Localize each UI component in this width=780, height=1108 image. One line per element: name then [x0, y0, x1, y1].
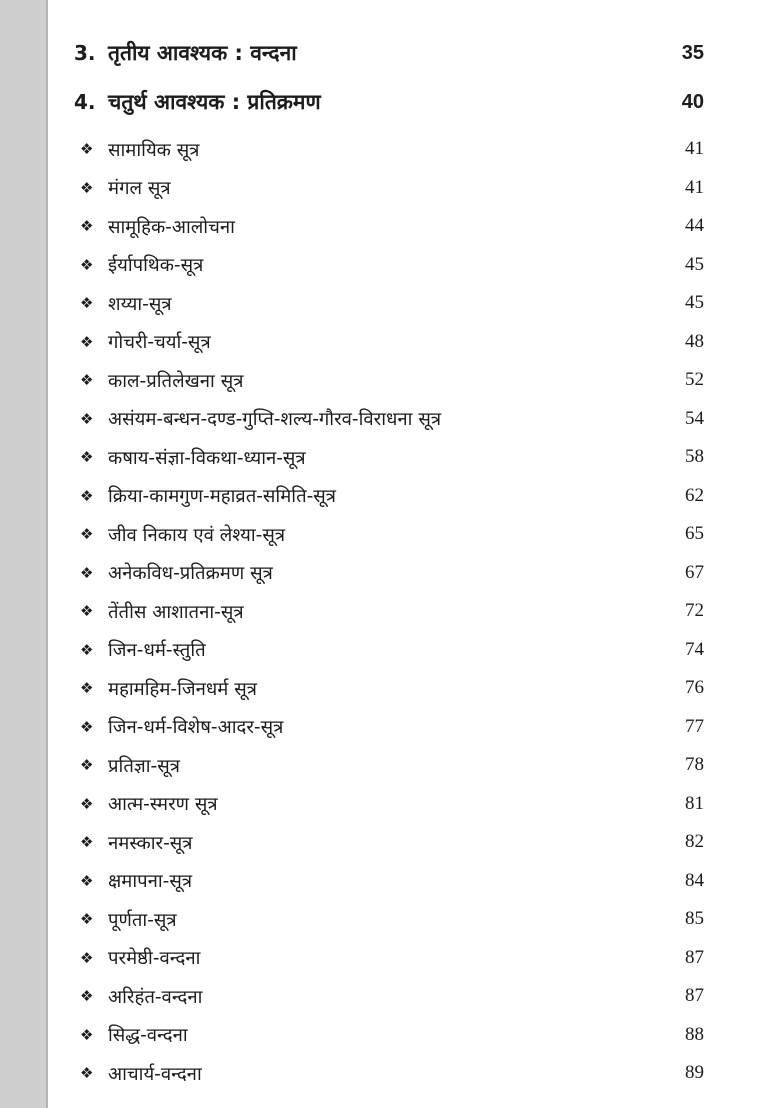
page-binding-edge	[0, 0, 46, 1108]
diamond-bullet-icon: ❖	[80, 371, 94, 390]
entry-page-number: 54	[685, 407, 704, 429]
diamond-bullet-icon: ❖	[80, 833, 94, 852]
entry-page-number: 77	[685, 715, 704, 737]
entry-title: प्रतिज्ञा-सूत्र	[108, 755, 180, 777]
toc-entry	[74, 284, 704, 323]
entry-page-number: 88	[685, 1023, 704, 1045]
entry-page-number: 87	[685, 946, 704, 968]
diamond-bullet-icon: ❖	[80, 987, 94, 1006]
chapter-page-number: 40	[681, 90, 704, 113]
entry-page-number: 85	[685, 908, 704, 930]
entry-title: सामायिक सूत्र	[108, 139, 200, 161]
entry-title: क्रिया-कामगुण-महाव्रत-समिति-सूत्र	[108, 486, 337, 508]
diamond-bullet-icon: ❖	[80, 409, 94, 428]
toc-entry	[74, 207, 704, 246]
toc-entry	[74, 746, 704, 785]
toc-entry	[74, 515, 704, 554]
diamond-bullet-icon: ❖	[80, 679, 94, 698]
entry-title: जिन-धर्म-विशेष-आदर-सूत्र	[108, 717, 284, 739]
page-binding-line	[46, 0, 48, 1108]
entry-title: पूर्णता-सूत्र	[108, 909, 177, 931]
toc-entry	[74, 169, 704, 208]
diamond-bullet-icon: ❖	[80, 1064, 94, 1083]
toc-entry	[74, 708, 704, 747]
entry-title: नमस्कार-सूत्र	[108, 832, 193, 854]
entry-page-number: 45	[685, 292, 704, 314]
entry-title: परमेष्ठी-वन्दना	[108, 948, 201, 970]
diamond-bullet-icon: ❖	[80, 640, 94, 659]
chapter-title: चतुर्थ आवश्यक : प्रतिक्रमण	[108, 90, 321, 114]
toc-entry	[74, 669, 704, 708]
toc-entry	[74, 1054, 704, 1093]
toc-entry	[74, 361, 704, 400]
diamond-bullet-icon: ❖	[80, 294, 94, 313]
toc-entry	[74, 785, 704, 824]
chapter-row	[74, 74, 704, 130]
diamond-bullet-icon: ❖	[80, 1025, 94, 1044]
entry-title: अरिहंत-वन्दना	[108, 986, 203, 1008]
entry-page-number: 41	[685, 176, 704, 198]
diamond-bullet-icon: ❖	[80, 948, 94, 967]
diamond-bullet-icon: ❖	[80, 448, 94, 467]
toc-entry	[74, 592, 704, 631]
entry-title: अनेकविध-प्रतिक्रमण सूत्र	[108, 563, 273, 585]
diamond-bullet-icon: ❖	[80, 602, 94, 621]
entry-title: सिद्ध-वन्दना	[108, 1025, 188, 1047]
entry-page-number: 48	[685, 330, 704, 352]
entry-page-number: 72	[685, 600, 704, 622]
diamond-bullet-icon: ❖	[80, 794, 94, 813]
toc-entry	[74, 823, 704, 862]
entry-page-number: 89	[685, 1062, 704, 1084]
entry-page-number: 52	[685, 369, 704, 391]
entry-page-number: 82	[685, 831, 704, 853]
entry-title: आचार्य-वन्दना	[108, 1063, 202, 1085]
diamond-bullet-icon: ❖	[80, 756, 94, 775]
diamond-bullet-icon: ❖	[80, 178, 94, 197]
chapter-number: 3.	[74, 41, 96, 65]
diamond-bullet-icon: ❖	[80, 563, 94, 582]
entry-title: मंगल सूत्र	[108, 178, 171, 200]
chapter-title: तृतीय आवश्यक : वन्दना	[108, 41, 297, 65]
entry-title: महामहिम-जिनधर्म सूत्र	[108, 678, 257, 700]
toc-entry	[74, 130, 704, 169]
entry-page-number: 41	[685, 138, 704, 160]
toc-entry	[74, 977, 704, 1016]
toc-entry	[74, 477, 704, 516]
entry-page-number: 67	[685, 561, 704, 583]
entry-page-number: 81	[685, 792, 704, 814]
entry-page-number: 78	[685, 754, 704, 776]
entry-title: काल-प्रतिलेखना सूत्र	[108, 370, 244, 392]
diamond-bullet-icon: ❖	[80, 486, 94, 505]
toc-entry	[74, 862, 704, 901]
diamond-bullet-icon: ❖	[80, 255, 94, 274]
diamond-bullet-icon: ❖	[80, 217, 94, 236]
toc-entry	[74, 631, 704, 670]
toc-entry	[74, 323, 704, 362]
entry-page-number: 44	[685, 215, 704, 237]
entry-title: आत्म-स्मरण सूत्र	[108, 794, 218, 816]
entry-title: ईर्यापथिक-सूत्र	[108, 255, 204, 277]
diamond-bullet-icon: ❖	[80, 332, 94, 351]
toc-entry	[74, 438, 704, 477]
entry-page-number: 76	[685, 677, 704, 699]
entry-title: असंयम-बन्धन-दण्ड-गुप्ति-शल्य-गौरव-विराधना सूत्र	[108, 409, 442, 431]
entry-page-number: 87	[685, 985, 704, 1007]
toc-entry	[74, 400, 704, 439]
entry-title: जीव निकाय एवं लेश्या-सूत्र	[108, 524, 286, 546]
diamond-bullet-icon: ❖	[80, 525, 94, 544]
entry-page-number: 65	[685, 523, 704, 545]
chapter-page-number: 35	[681, 41, 704, 64]
entry-title: शय्या-सूत्र	[108, 293, 172, 315]
diamond-bullet-icon: ❖	[80, 910, 94, 929]
entry-page-number: 45	[685, 253, 704, 275]
toc-entry	[74, 554, 704, 593]
entry-title: जिन-धर्म-स्तुति	[108, 640, 206, 662]
entry-page-number: 58	[685, 446, 704, 468]
toc-entry	[74, 939, 704, 978]
entry-title: कषाय-संज्ञा-विकथा-ध्यान-सूत्र	[108, 447, 306, 469]
diamond-bullet-icon: ❖	[80, 140, 94, 159]
entry-page-number: 84	[685, 869, 704, 891]
table-of-contents	[74, 32, 704, 1093]
entry-page-number: 74	[685, 638, 704, 660]
toc-entry	[74, 246, 704, 285]
entry-title: सामूहिक-आलोचना	[108, 216, 235, 238]
chapter-number: 4.	[74, 90, 96, 114]
toc-entry	[74, 1016, 704, 1055]
toc-entry	[74, 900, 704, 939]
entry-title: गोचरी-चर्या-सूत्र	[108, 332, 211, 354]
chapter-row	[74, 32, 704, 74]
diamond-bullet-icon: ❖	[80, 717, 94, 736]
diamond-bullet-icon: ❖	[80, 871, 94, 890]
entry-page-number: 62	[685, 484, 704, 506]
entry-title: तेंतीस आशातना-सूत्र	[108, 601, 244, 623]
entry-title: क्षमापना-सूत्र	[108, 871, 193, 893]
